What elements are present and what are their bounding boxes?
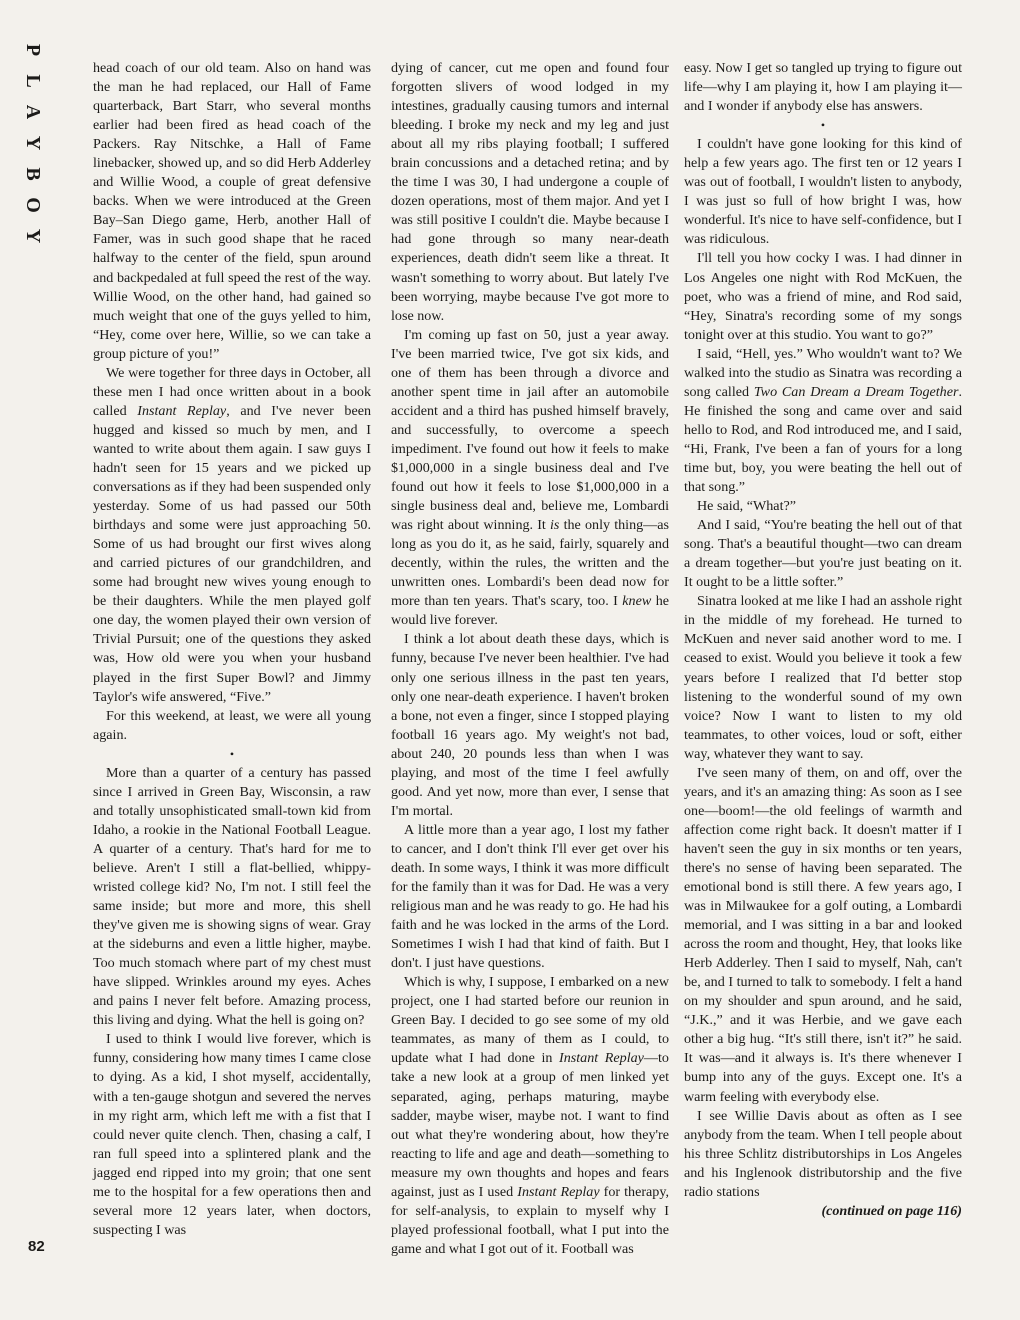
section-break-bullet: • bbox=[229, 746, 235, 761]
masthead-letter: Y bbox=[22, 228, 44, 244]
text-run: We were together for three days in October, all these men I had once written about in a book called bbox=[93, 364, 371, 419]
continued-on-page-note: (continued on page 116) bbox=[821, 1202, 962, 1219]
article-paragraph: dying of cancer, cut me open and found four forgotten slivers of wood lodged in my intestines, gradually causing tumors and internal bleeding. I broke my neck and my leg and just about all my ribs playing football; I suffered brain concussions and a detached retina; and by the time I was 30, I had undergone a couple of dozen operations, most of them major. And yet I was still positive I couldn't die. Maybe because I had gone through so many near-death experiences, death didn't seem like a threat. It wasn't something to worry about. But lately I've been worrying, maybe because I've got more to lose now. bbox=[391, 60, 669, 324]
masthead-letter: Y bbox=[22, 135, 44, 151]
masthead-letter: P bbox=[22, 43, 44, 57]
playboy-masthead bbox=[20, 40, 46, 280]
article-paragraph: I think a lot about death these days, which is funny, because I've never been healthier. I've had only one serious illness in the past ten years, only one near-death experience. I haven't broken a bone, not even a finger, since I stopped playing football 16 years ago. My weight's not bad, about 240, 20 pounds less than when I was playing, and most of the time I feel awfully good. And yet now, more than ever, I sense that I'm mortal. bbox=[391, 631, 669, 819]
article-paragraph: Sinatra looked at me like I had an asshole right in the middle of my forehead. He turned to McKuen and never said another word to me. I ceased to exist. Would you believe it took a few years before I realized that I'd better stop listening to the wonderful sound of my own voice? Now I want to listen to my old teammates, to other voices, loud or soft, either way, whatever they want to say. bbox=[684, 593, 962, 762]
text-run: . He finished the song and came over and said hello to Rod, and Rod introduced me, and I said, “Hi, Frank, I've been a fan of yours for a long time but, boy, you were beating the hell out of that song.” bbox=[684, 383, 963, 496]
italic-title: Instant Replay bbox=[559, 1050, 644, 1067]
article-paragraph: I see Willie Davis about as often as I see anybody from the team. When I tell people about his three Schlitz distributorships in Los Angeles and his Inglenook distributorship and the five radio stations bbox=[684, 1107, 962, 1200]
text-column-3 bbox=[684, 59, 962, 1221]
italic-title: Two Can Dream a Dream Together bbox=[753, 383, 959, 400]
italic-title: Instant Replay bbox=[517, 1183, 600, 1200]
masthead-letter: A bbox=[22, 104, 44, 120]
article-paragraph: A little more than a year ago, I lost my father to cancer, and I don't think I'll ever get over his death. In some ways, I think it was more difficult for the family than it was for Dad. He was a very religious man and he was ready to go. He had his faith and he was locked in the arms of the Lord. Sometimes I wish I had that kind of faith. But I don't. I just have questions. bbox=[391, 821, 669, 972]
article-paragraph bbox=[93, 364, 371, 707]
masthead-letter: O bbox=[22, 197, 44, 213]
masthead-letter: B bbox=[22, 167, 44, 181]
text-run: the only thing—as long as you do it, as he said, fairly, squarely and decently, within the rules, the written and the unwritten ones. Lombardi's been dead now for more than ten years. That's scary, too. I bbox=[391, 517, 670, 610]
italic-title: Instant Replay bbox=[137, 402, 227, 419]
article-paragraph: I've seen many of them, on and off, over the years, and it's an amazing thing: As soon as I see one—boom!—the old feelings of warmth and affection come right back. It doesn't matter if I haven't seen the guy in six months or ten years, there's no sense of having been separated. The emotional bond is still there. A few years ago, I was in Milwaukee for a golf outing, a Lombardi memorial, and I was sitting in a bar and looked across the room and thought, Hey, that looks like Herb Adderley. Then I said to myself, Nah, can't be, and I turned to talk to somebody. I felt a hand on my shoulder and spun around, and he said, “J.K.,” and it was Herbie, and we gave each other a big hug. “It's still there, isn't it?” he said. It was—and it always is. It's there whenever I bump into any of the guys. Except one. It's a warm feeling with everybody else. bbox=[684, 764, 962, 1105]
page-number: 82 bbox=[28, 1238, 45, 1255]
article-paragraph bbox=[391, 326, 669, 631]
article-paragraph: head coach of our old team. Also on hand was the man he had replaced, our Hall of Fame quarterback, Bart Starr, who several months earlier had been fired as head coach of the Packers. Ray Nitschke, a Hall of Fame linebacker, showed up, and so did Herb Adderley and Willie Wood, a couple of great defensive backs. When we were introduced at the Green Bay–San Diego game, Herb, another Hall of Famer, was in such good shape that he raced halfway to the center of the field, spun around and backpedaled at full speed the rest of the way. Willie Wood, on the other hand, had gained so much weight that one of the guys yelled to him, “Hey, come over here, Willie, so we can take a group picture of you!” bbox=[93, 60, 371, 362]
text-column-2 bbox=[391, 59, 669, 1259]
text-run: I said, “Hell, yes.” Who wouldn't want to? We walked into the studio as Sinatra was recording a song called bbox=[684, 345, 962, 400]
article-paragraph: I couldn't have gone looking for this kind of help a few years ago. The first ten or 12 years I was out of football, I wouldn't listen to anybody, I was just so full of how bright I was, how wonderful. It's nice to have self-confidence, but I was ridiculous. bbox=[684, 136, 962, 248]
text-run: he would live forever. bbox=[391, 593, 669, 629]
article-paragraph: He said, “What?” bbox=[697, 498, 796, 515]
text-run: for therapy, for self-analysis, to explain to myself why I played professional football, what I put into the game and what I got out of it. Football was bbox=[391, 1183, 669, 1257]
section-break-bullet: • bbox=[820, 118, 826, 133]
article-paragraph bbox=[391, 973, 669, 1259]
italic-title: knew bbox=[622, 593, 652, 610]
article-paragraph: I used to think I would live forever, which is funny, considering how many times I came close to dying. As a kid, I shot myself, accidentally, with a ten-gauge shotgun and severed the nerves in my right arm, which left me with a fist that I could never quite clench. Then, chasing a calf, I ran full speed into a splintered plank and the jagged end ripped into my groin; that one sent me to the hospital for a few operations then and several more 12 years later, when doctors, suspecting I was bbox=[93, 1031, 371, 1238]
article-paragraph: More than a quarter of a century has passed since I arrived in Green Bay, Wisconsin, a raw and totally unsophisticated small-town kid from Idaho, a rookie in the National Football League. A quarter of a century. That's hard for me to believe. Aren't I still a flat-bellied, whippy-wristed college kid? No, I'm not. I still feel the same inside; but more and more, this shell they've given me is showing signs of wear. Gray at the sideburns and even a little higher, maybe. Too much stomach where part of my chest must have slipped. Wrinkles around my eyes. Aches and pains I never felt before. Amazing process, this living and dying. What the hell is going on? bbox=[93, 764, 371, 1029]
text-run: , and I've never been hugged and kissed so much by men, and I wanted to write about them again. I saw guys I hadn't seen for 15 years and we picked up conversations as if they had been suspended only yesterday. Some of us had passed our 50th birthdays and some were just approaching 50. Some of us had brought our first wives along and carried pictures of our grandchildren, and some had brought new wives young enough to be their daughters. While the men played golf one day, the women played their own version of Trivial Pursuit; one of the questions they asked was, How old were you when your husband played in the first Super Bowl? and Jimmy Taylor's wife answered, “Five.” bbox=[93, 402, 371, 705]
article-paragraph bbox=[684, 345, 962, 497]
text-column-1 bbox=[93, 59, 371, 1240]
text-run: —to take a new look at a group of men linked yet separated, aging, perhaps maturing, maybe sadder, maybe wiser, maybe not. I want to find out what they're wondering about, how they're reacting to life and age and death—something to measure my own thoughts and hopes and fears against, just as I used bbox=[391, 1050, 669, 1200]
italic-title: is bbox=[550, 517, 560, 534]
text-run: I'm coming up fast on 50, just a year away. I've been married twice, I've got six kids, and one of them has been through a divorce and another spent time in jail after an automobile accident and a third has pushed himself bravely, and successfully, to overcome a speech impediment. I've found out how it feels to make $1,000,000 in a single business deal and I've found out how it feels to lose $1,000,000 in a single business deal and, believe me, Lombardi was right about winning. It bbox=[391, 326, 669, 534]
text-run: Which is why, I suppose, I embarked on a new project, one I had started before our reunion in Green Bay. I decided to go see some of my old teammates, as many of them as I could, to update what I had done in bbox=[391, 974, 669, 1067]
article-paragraph: For this weekend, at least, we were all young again. bbox=[93, 707, 371, 743]
article-paragraph: And I said, “You're beating the hell out of that song. That's a beautiful thought—two can dream a dream together—but you're just beating on it. It ought to be a little softer.” bbox=[684, 517, 962, 591]
article-paragraph: I'll tell you how cocky I was. I had dinner in Los Angeles one night with Rod McKuen, the poet, who was a friend of mine, and Rod said, “Hey, Sinatra's recording some of my songs tonight over at this studio. You want to go?” bbox=[684, 250, 962, 343]
masthead-letter: L bbox=[22, 74, 44, 88]
article-paragraph: easy. Now I get so tangled up trying to figure out life—why I am playing it, how I am playing it—and I wonder if anybody else has answers. bbox=[684, 60, 962, 115]
